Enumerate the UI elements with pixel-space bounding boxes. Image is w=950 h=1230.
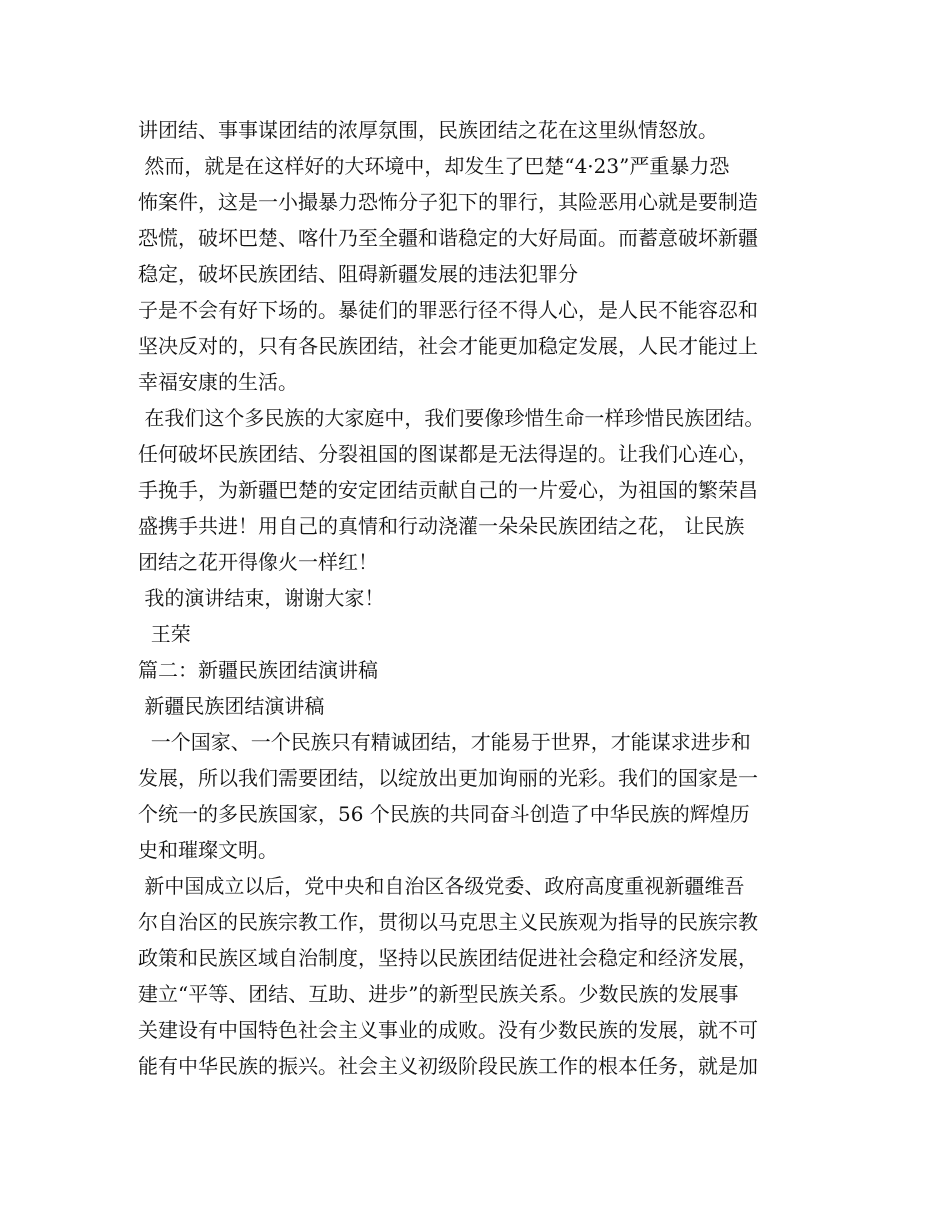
text-line: 幸福安康的生活。 bbox=[138, 370, 298, 394]
text-line: 我的演讲结束，谢谢大家！ bbox=[138, 586, 385, 610]
text-line: 盛携手共进！用自己的真情和行动浇灌一朵朵民族团结之花， 让民族 bbox=[138, 514, 745, 538]
text-line: 讲团结、事事谋团结的浓厚氛围，民族团结之花在这里纵情怒放。 bbox=[138, 118, 718, 142]
section-heading: 篇二：新疆民族团结演讲稿 bbox=[138, 658, 378, 682]
speech-text bbox=[138, 112, 838, 1084]
speech-title: 新疆民族团结演讲稿 bbox=[138, 694, 325, 718]
text-line: 怖案件，这是一小撮暴力恐怖分子犯下的罪行，其险恶用心就是要制造 bbox=[138, 190, 758, 214]
text-line: 尔自治区的民族宗教工作，贯彻以马克思主义民族观为指导的民族宗教 bbox=[138, 910, 758, 934]
text-line: 一个国家、一个民族只有精诚团结，才能易于世界，才能谋求进步和 bbox=[138, 730, 751, 754]
text-line: 关建设有中国特色社会主义事业的成败。没有少数民族的发展，就不可 bbox=[138, 1018, 758, 1042]
text-line: 然而，就是在这样好的大环境中，却发生了巴楚“4·23”严重暴力恐 bbox=[138, 154, 730, 178]
text-line: 个统一的多民族国家，56 个民族的共同奋斗创造了中华民族的辉煌历 bbox=[138, 802, 750, 826]
text-line: 史和璀璨文明。 bbox=[138, 838, 278, 862]
text-line: 手挽手，为新疆巴楚的安定团结贡献自己的一片爱心，为祖国的繁荣昌 bbox=[138, 478, 758, 502]
text-line: 坚决反对的，只有各民族团结，社会才能更加稳定发展，人民才能过上 bbox=[138, 334, 758, 358]
text-line: 稳定，破坏民族团结、阻碍新疆发展的违法犯罪分 bbox=[138, 262, 578, 286]
text-line: 任何破坏民族团结、分裂祖国的图谋都是无法得逞的。让我们心连心， bbox=[138, 442, 758, 466]
text-line: 子是不会有好下场的。暴徒们的罪恶行径不得人心，是人民不能容忍和 bbox=[138, 298, 758, 322]
text-line: 新中国成立以后，党中央和自治区各级党委、政府高度重视新疆维吾 bbox=[138, 874, 745, 898]
author-name: 王荣 bbox=[138, 622, 191, 646]
text-line: 政策和民族区域自治制度，坚持以民族团结促进社会稳定和经济发展， bbox=[138, 946, 758, 970]
text-line: 团结之花开得像火一样红！ bbox=[138, 550, 378, 574]
text-line: 建立“平等、团结、互助、进步”的新型民族关系。少数民族的发展事 bbox=[138, 982, 739, 1006]
text-line: 能有中华民族的振兴。社会主义初级阶段民族工作的根本任务，就是加 bbox=[138, 1054, 758, 1078]
text-line: 在我们这个多民族的大家庭中，我们要像珍惜生命一样珍惜民族团结。 bbox=[138, 406, 765, 430]
text-line: 发展，所以我们需要团结，以绽放出更加询丽的光彩。我们的国家是一 bbox=[138, 766, 758, 790]
text-line: 恐慌，破坏巴楚、喀什乃至全疆和谐稳定的大好局面。而蓄意破坏新疆 bbox=[138, 226, 758, 250]
